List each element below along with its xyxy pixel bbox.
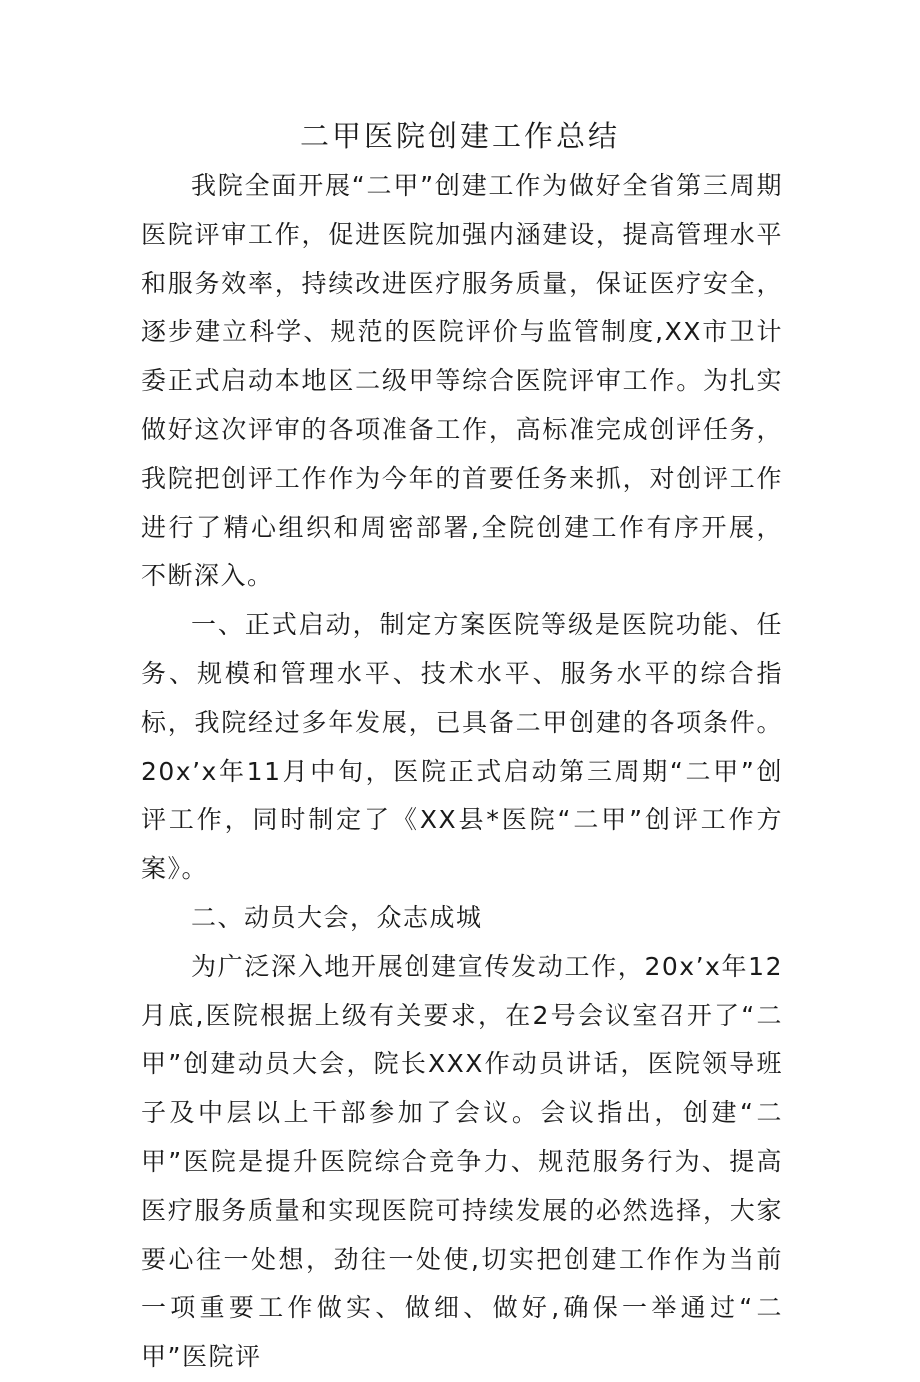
paragraph-section-2: 为广泛深入地开展创建宣传发动工作，20x’x年12月底,医院根据上级有关要求，在2号会议室召开了“二甲”创建动员大会，院长XXX作动员讲话，医院领导班子及中层以上干部参加了会议。会议指出，创建“二甲”医院是提升医院综合竞争力、规范服务行为、提高医疗服务质量和实现医院可持续发展的必然选择，大家要心往一处想，劲往一处使,切实把创建工作作为当前一项重要工作做实、做细、做好,确保一举通过“二甲”医院评: [141, 951, 783, 1372]
document-body: [141, 162, 783, 1382]
document-title: 二甲医院创建工作总结: [299, 119, 620, 153]
section-heading-2: 二、动员大会，众志成城: [191, 902, 483, 932]
paragraph-intro: 我院全面开展“二甲”创建工作为做好全省第三周期医院评审工作，促进医院加强内涵建设，提高管理水平和服务效率，持续改进医疗服务质量，保证医疗安全，逐步建立科学、规范的医院评价与监管制度,XX市卫计委正式启动本地区二级甲等综合医院评审工作。为扎实做好这次评审的各项准备工作，高标准完成创评任务，我院把创评工作作为今年的首要任务来抓，对创评工作进行了精心组织和周密部署,全院创建工作有序开展，不断深入。: [141, 171, 783, 591]
paragraph-section-1: 一、正式启动，制定方案医院等级是医院功能、任务、规模和管理水平、技术水平、服务水平的综合指标，我院经过多年发展，已具备二甲创建的各项条件。20x’x年11月中旬，医院正式启动第三周期“二甲”创评工作，同时制定了《XX县*医院“二甲”创评工作方案》。: [141, 610, 783, 884]
